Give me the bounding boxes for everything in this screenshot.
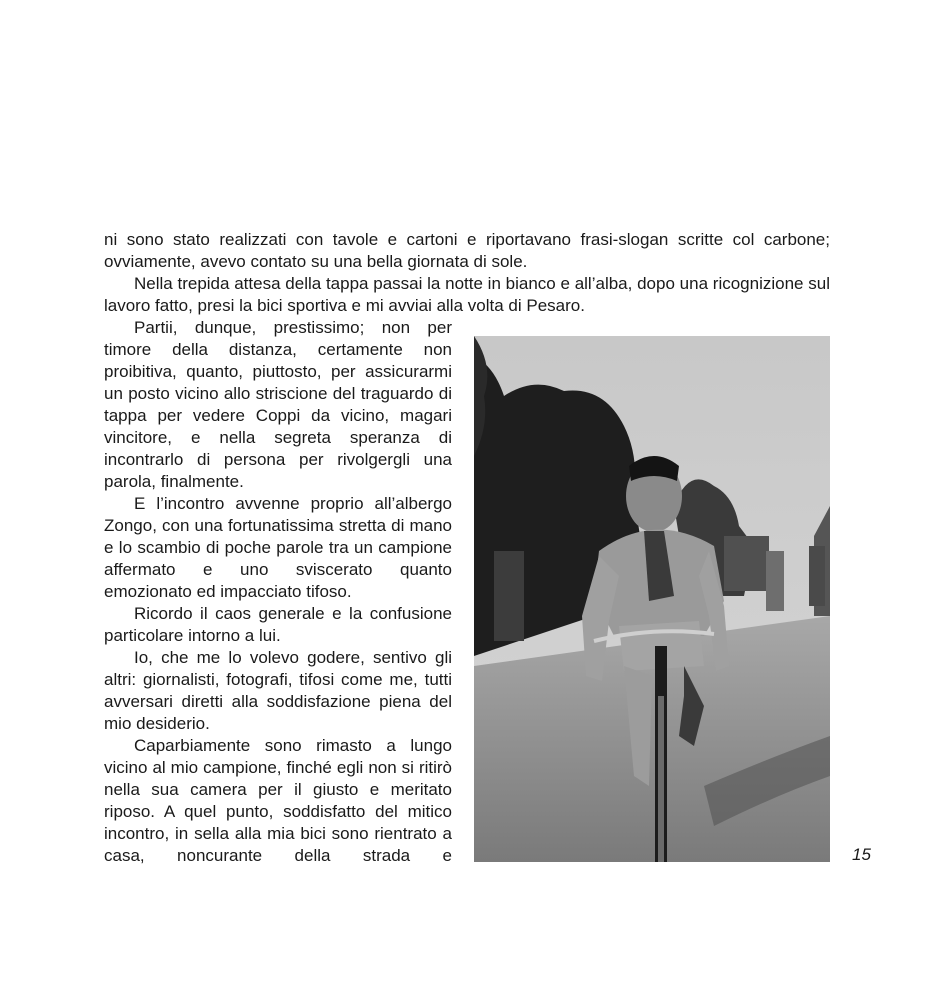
page-number: 15 — [852, 845, 871, 864]
column-text — [104, 317, 452, 867]
paragraph: Partii, dunque, prestissimo; non per timore della distanza, certamente non proibitiva, quanto, piuttosto, per assicurarmi un posto vicino allo striscione del traguardo di tappa per vedere Coppi da vicino, magari vincitore, e nella segreta speranza di incontrarlo di persona per rivolgergli una parola, finalmente. — [104, 318, 452, 491]
paragraph-continued: ni sono stato realizzati con tavole e cartoni e riportavano frasi-slogan scritte col carbone; ovviamente, avevo contato su una bella giornata di sole. — [104, 230, 830, 271]
paragraph: E l’incontro avvenne proprio all’albergo Zongo, con una fortunatissima stretta di mano e lo scambio di poche parole tra un campione affermato e uno sviscerato quanto emozionato ed impacciato tifoso. — [104, 494, 452, 601]
paragraph: Nella trepida attesa della tappa passai la notte in bianco e all’alba, dopo una ricognizione sul lavoro fatto, presi la bici sportiva e mi avviai alla volta di Pesaro. — [104, 274, 830, 315]
paragraph: Ricordo il caos generale e la confusione particolare intorno a lui. — [104, 604, 452, 645]
paragraph: Io, che me lo volevo godere, sentivo gli altri: giornalisti, fotografi, tifosi come me, tutti avversari diretti alla soddisfazione piena del mio desiderio. — [104, 648, 452, 733]
intro-text — [104, 229, 830, 317]
paragraph: Caparbiamente sono rimasto a lungo vicino al mio campione, finché egli non si ritirò nella sua camera per il giusto e meritato riposo. A quel punto, soddisfatto del mitico incontro, in sella alla mia bici sono rientrato a casa, noncurante della strada e — [104, 736, 452, 865]
photo-illustration — [474, 336, 830, 862]
cyclist-photo — [474, 336, 830, 862]
